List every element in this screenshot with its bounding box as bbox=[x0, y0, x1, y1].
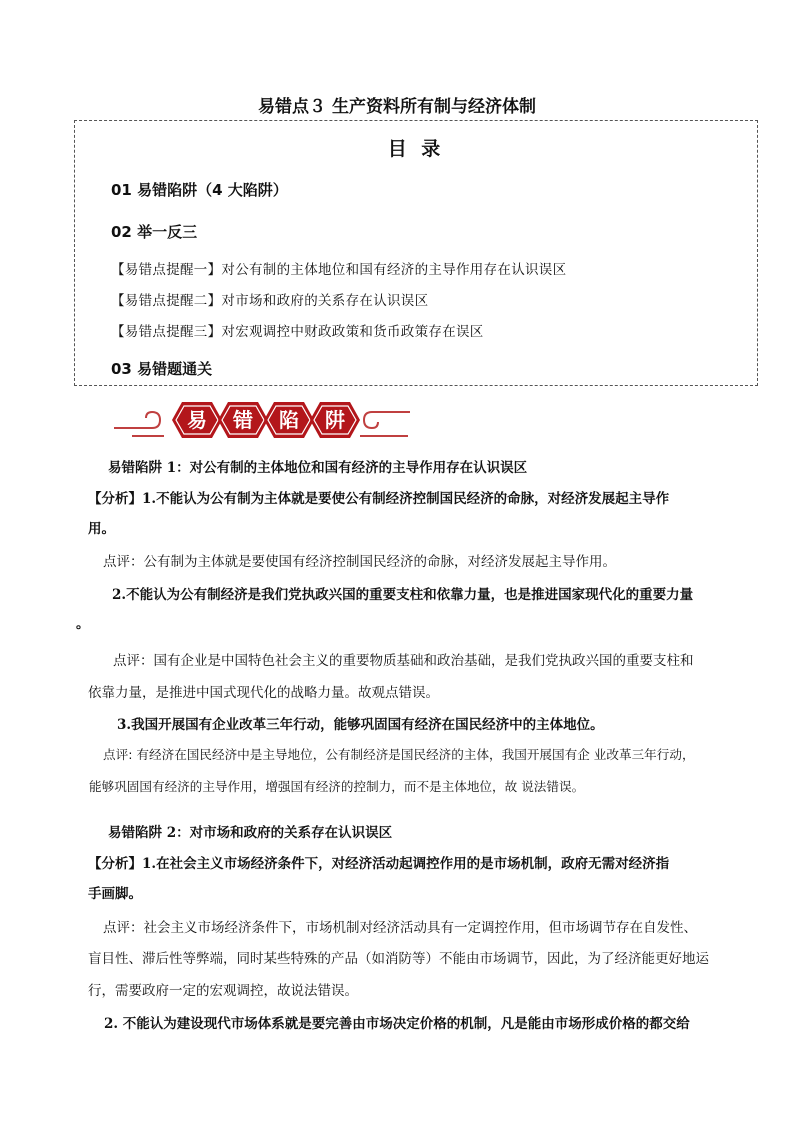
trap-1-analysis-1-cont: 用。 bbox=[88, 521, 115, 537]
left-scroll-ornament bbox=[114, 412, 160, 428]
banner-hexagon-3 bbox=[264, 402, 314, 438]
trap-1-analysis-1: 【分析】1.不能认为公有制为主体就是要使公有制经济控制国民经济的命脉，对经济发展起主导作 bbox=[88, 491, 670, 507]
toc-section-01[interactable]: 01 易错陷阱（4 大陷阱） bbox=[111, 181, 288, 199]
toc-item-reminder-1[interactable]: 【易错点提醒一】对公有制的主体地位和国有经济的主导作用存在认识误区 bbox=[111, 262, 567, 278]
trap-1-comment-2-cont: 依靠力量，是推进中国式现代化的战略力量。故观点错误。 bbox=[88, 685, 439, 701]
trap-1-heading: 易错陷阱 1：对公有制的主体地位和国有经济的主导作用存在认识误区 bbox=[108, 460, 528, 476]
banner-char-1: 易 bbox=[187, 408, 207, 432]
right-scroll-ornament bbox=[364, 412, 410, 428]
trap-2-analysis-2: 2. 不能认为建设现代市场体系就是要完善由市场决定价格的机制，凡是能由市场形成价格的都交给 bbox=[104, 1016, 690, 1032]
trap-2-comment-1-cont-1: 盲目性、滞后性等弊端，同时某些特殊的产品（如消防等）不能由市场调节，因此，为了经济能更好地运 bbox=[88, 951, 709, 967]
trap-2-comment-1-cont-2: 行，需要政府一定的宏观调控，故说法错误。 bbox=[88, 983, 358, 999]
toc-item-reminder-3[interactable]: 【易错点提醒三】对宏观调控中财政政策和货币政策存在误区 bbox=[111, 324, 484, 340]
banner-char-2: 错 bbox=[233, 408, 253, 432]
trap-1-comment-3-cont: 能够巩固国有经济的主导作用，增强国有经济的控制力，而不是主体地位，故 说法错误。 bbox=[89, 779, 585, 794]
trap-1-comment-2: 点评：国有企业是中国特色社会主义的重要物质基础和政治基础，是我们党执政兴国的重要支柱和 bbox=[113, 653, 694, 669]
trap-2-heading: 易错陷阱 2：对市场和政府的关系存在认识误区 bbox=[108, 825, 393, 841]
trap-1-analysis-2: 2.不能认为公有制经济是我们党执政兴国的重要支柱和依靠力量，也是推进国家现代化的重要力量 bbox=[112, 587, 694, 603]
trap-1-analysis-2-cont: 。 bbox=[76, 616, 90, 632]
toc-section-02[interactable]: 02 举一反三 bbox=[111, 223, 198, 241]
trap-2-comment-1: 点评：社会主义市场经济条件下，市场机制对经济活动具有一定调控作用，但市场调节存在自发性、 bbox=[103, 920, 697, 936]
trap-1-analysis-3: 3.我国开展国有企业改革三年行动，能够巩固国有经济在国民经济中的主体地位。 bbox=[117, 717, 604, 733]
banner-hexagon-1 bbox=[172, 402, 222, 438]
toc-item-reminder-2[interactable]: 【易错点提醒二】对市场和政府的关系存在认识误区 bbox=[111, 293, 429, 309]
trap-2-analysis-1-cont: 手画脚。 bbox=[88, 886, 142, 902]
document-title: 易错点３ 生产资料所有制与经济体制 bbox=[258, 97, 536, 117]
trap-1-comment-1: 点评：公有制为主体就是要使国有经济控制国民经济的命脉，对经济发展起主导作用。 bbox=[103, 554, 616, 570]
toc-heading: 目 录 bbox=[387, 138, 445, 160]
banner-char-3: 陷 bbox=[279, 408, 299, 432]
toc-section-03[interactable]: 03 易错题通关 bbox=[111, 360, 213, 378]
trap-1-comment-3: 点评: 有经济在国民经济中是主导地位，公有制经济是国民经济的主体，我国开展国有企 业改革三年行动， bbox=[103, 747, 695, 762]
section-banner bbox=[112, 395, 412, 445]
banner-hexagon-2 bbox=[218, 402, 268, 438]
trap-2-analysis-1: 【分析】1.在社会主义市场经济条件下，对经济活动起调控作用的是市场机制，政府无需对经济指 bbox=[88, 856, 670, 872]
table-of-contents bbox=[74, 120, 758, 386]
banner-char-4: 阱 bbox=[325, 408, 345, 432]
banner-hexagon-4 bbox=[310, 402, 360, 438]
